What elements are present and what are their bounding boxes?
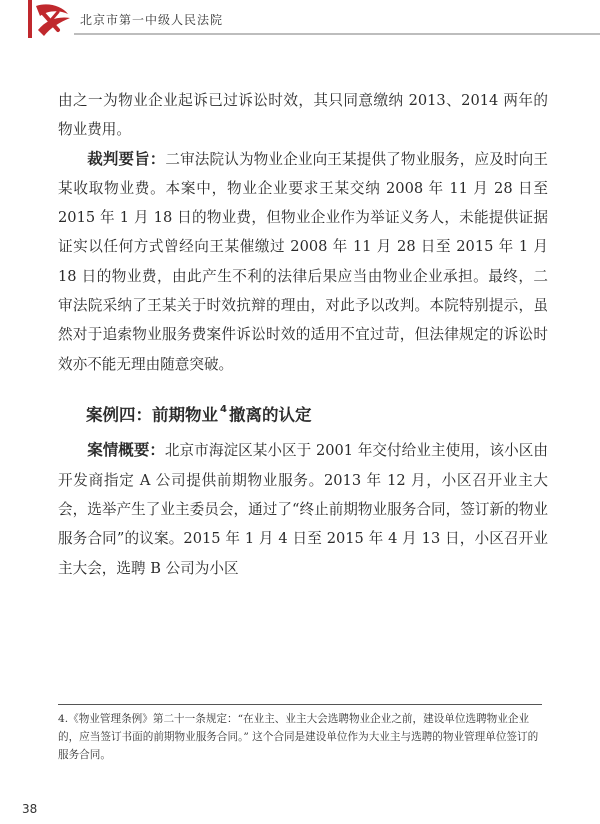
page-number: 38: [22, 802, 38, 816]
footnote: 4.《物业管理条例》第二十一条规定：“在业主、业主大会选聘物业企业之前，建设单位选聘物业企业的，应当签订书面的前期物业服务合同。” 这个合同是建设单位作为大业主与选聘的物业管理单位签订的服务合同。: [58, 713, 539, 761]
court-name: 北京市第一中级人民法院: [80, 13, 224, 27]
page-body: [58, 86, 548, 583]
continuation-paragraph: 由之一为物业企业起诉已过诉讼时效，其只同意缴纳 2013、2014 两年的物业费用。: [58, 92, 548, 139]
case-heading-text: 案例四：前期物业: [86, 405, 218, 425]
case-heading: [58, 399, 548, 429]
case-heading-text-end: 撤离的认定: [228, 405, 312, 425]
footnote-divider: [58, 704, 542, 705]
page-header: [0, 0, 600, 40]
case-summary-paragraph: [58, 436, 548, 582]
court-logo: [28, 0, 74, 38]
header-divider: [74, 33, 600, 35]
ruling-label: 裁判要旨：: [87, 149, 166, 168]
summary-label: 案情概要：: [87, 441, 165, 460]
summary-text: 北京市海淀区某小区于 2001 年交付给业主使用，该小区由开发商指定 A 公司提供前期物业服务。2013 年 12 月，小区召开业主大会，选举产生了业主委员会，通过了“终止前期物业服务合同，签订新的物业服务合同”的议案。2015 年 1 月 4 日至 2015 年 4 月 13 日，小区召开业主大会，选聘 B 公司为小区: [58, 442, 548, 577]
ruling-text: 二审法院认为物业企业向王某提供了物业服务，应及时向王某收取物业费。本案中，物业企业要求王某交纳 2008 年 11 月 28 日至 2015 年 1 月 18 日的物业费，但物业企业作为举证义务人，未能提供证据证实以任何方式曾经向王某催缴过 2008 年 11 月 28 日至 2015 年 1 月 18 日的物业费，由此产生不利的法律后果应当由物业企业承担。最终，二审法院采纳了王某关于时效抗辩的理由，对此予以改判。本院特别提示，虽然对于追索物业服务费案件诉讼时效的适用不宜过苛，但法律规定的诉讼时效亦不能无理由随意突破。: [58, 150, 548, 373]
ruling-paragraph: [58, 145, 548, 379]
footnote-marker: 4: [220, 403, 227, 415]
